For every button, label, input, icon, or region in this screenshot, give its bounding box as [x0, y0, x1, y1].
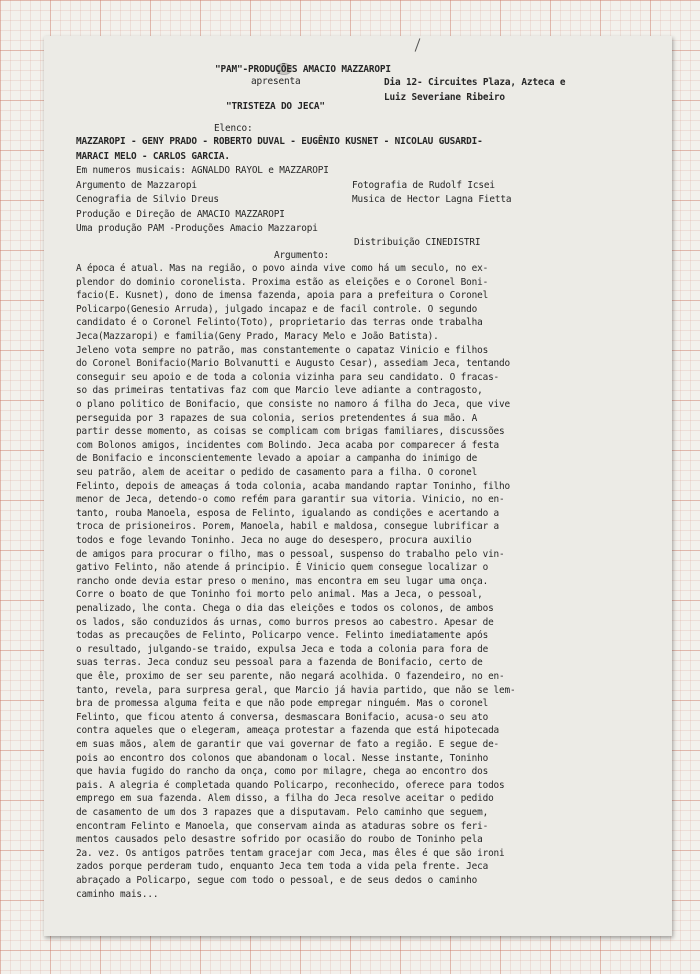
synopsis-line: seu patrão, alem de aceitar o pedido de casamento para a filha. O coronel [76, 467, 478, 478]
synopsis-line: A época é atual. Mas na região, o povo ainda vive como há um seculo, no ex- [76, 263, 489, 274]
synopsis-line: de casamento de um dos 3 rapazes que a disputavam. Pelo caminho que seguem, [76, 807, 489, 818]
synopsis-line: em suas mãos, alem de garantir que vai governar de fato a região. E segue de- [76, 739, 500, 750]
cast-line-1: MAZZAROPI - GENY PRADO - ROBERTO DUVAL - EUGÊNIO KUSNET - NICOLAU GUSARDI- [76, 136, 483, 147]
cast-label: Elenco: [214, 123, 253, 134]
synopsis-line: contra aqueles que o elegeram, ameaça protestar a fazenda que está hipotecada [76, 725, 500, 737]
synopsis-line: o plano politico de Bonifacio, que consiste no namoro á filha do Jeca, que vive [76, 399, 511, 410]
synopsis-line: bra de promessa alguma feita e que não pode empregar ninguém. Mas o coronel [76, 698, 489, 710]
synopsis-line: plendor do dominio coronelista. Proxima estão as eleições e o Coronel Boni- [76, 276, 489, 288]
synopsis-line: Jeleno vota sempre no patrão, mas constantemente o capataz Vinicio e filhos [76, 344, 489, 356]
synopsis-line: tanto, revela, para surpresa geral, que Marcio já havia partido, que não se lem- [76, 684, 516, 696]
synopsis-line: encontram Felinto e Manoela, que conservam ainda as ataduras sobre os feri- [76, 820, 489, 832]
credit-cenografia: Cenografia de Silvio Dreus [76, 194, 219, 205]
synopsis-line: facio(E. Kusnet), dono de imensa fazenda, apoia para a prefeitura o Coronel [76, 290, 489, 302]
credit-musica: Musica de Hector Lagna Fietta [352, 194, 512, 205]
synopsis-line: troca de prisioneiros. Porem, Manoela, habil e maldosa, consegue lubrificar a [76, 521, 500, 533]
synopsis-line: rancho onde devia estar preso o menino, mas encontra em seu lugar uma onça. [76, 575, 489, 587]
synopsis-line: todos e foge levando Toninho. Jeca no auge do desespero, procura auxilio [76, 535, 472, 546]
synopsis-line: tanto, rouba Manoela, esposa de Felinto, igualando as condições e acertando a [76, 507, 500, 519]
release-line-1: Dia 12- Circuites Plaza, Azteca e [384, 77, 566, 88]
synopsis-line: todas as precauções de Felinto, Policarpo vence. Felinto imediatamente após [76, 630, 489, 642]
credit-fotografia: Fotografia de Rudolf Icsei [352, 180, 495, 191]
credit-distribuicao: Distribuição CINEDISTRI [354, 237, 481, 248]
film-title: "TRISTEZA DO JECA" [226, 101, 325, 112]
synopsis-line: de amigos para procurar o filho, mas o pessoal, suspenso do trabalho pelo vin- [76, 548, 505, 560]
credit-producao: Produção e Direção de AMACIO MAZZAROPI [76, 209, 285, 220]
synopsis-line: mentos causados pelo desastre sofrido por ocasião do roubo de Toninho pela [76, 834, 483, 846]
synopsis-line: so das primeiras tentativas faz com que Marcio leve adiante a contragosto, [76, 385, 483, 397]
synopsis-line: do Coronel Bonifacio(Mario Bolvanutti e Augusto Cesar), assediam Jeca, tentando [76, 358, 511, 370]
synopsis-line: pais. A alegria é completada quando Policarpo, reconhecido, oferece para todos [76, 779, 505, 791]
synopsis-line: abraçado a Policarpo, segue com todo o pessoal, e de seus dedos o caminho [76, 875, 478, 886]
synopsis-line: os lados, são conduzidos ás urnas, como burros presos ao cabestro. Apesar de [76, 616, 494, 628]
credit-uma-producao: Uma produção PAM -Produções Amacio Mazzaropi [76, 223, 318, 234]
pen-mark [415, 38, 421, 51]
synopsis-line: caminho mais... [76, 888, 159, 900]
synopsis-heading: Argumento: [274, 250, 329, 261]
typewritten-page [44, 36, 672, 936]
synopsis-line: pois ao encontro dos colonos que abandonam o local. Nesse instante, Toninho [76, 752, 489, 764]
musical-numbers: Em numeros musicais: AGNALDO RAYOL e MAZZAROPI [76, 165, 329, 176]
synopsis-line: Felinto, depois de ameaças á toda colonia, acaba mandando raptar Toninho, filho [76, 480, 511, 492]
synopsis-line: Corre o boato de que Toninho foi morto pelo animal. Mas a Jeca, o pessoal, [76, 589, 483, 601]
synopsis-line: que havia fugido do rancho da onça, como por milagre, chega ao encontro dos [76, 766, 489, 778]
synopsis-line: menor de Jeca, detendo-o como refém para garantir sua vitoria. Vinicio, no en- [76, 494, 505, 506]
synopsis-line: gativo Felinto, não atende á principio. É Vinicio quem consegue localizar o [76, 562, 489, 574]
synopsis-line: zados porque perderam tudo, enquanto Jeca tem toda a vida pela frente. Jeca [76, 861, 489, 873]
synopsis-line: 2a. vez. Os antigos patrões tentam gracejar com Jeca, mas êles é que são ironi [76, 847, 505, 859]
synopsis-line: conseguir seu apoio e de toda a colonia vizinha para seu candidato. O fracas- [76, 371, 500, 383]
synopsis-line: Felinto, que ficou atento á conversa, desmascara Bonifacio, acusa-o seu ato [76, 711, 489, 723]
synopsis-line: perseguida por 3 rapazes de sua colonia, serios pretendentes á sua mão. A [76, 412, 478, 424]
synopsis-line: de Bonifacio e inconscientemente levado a apoiar a campanha do inimigo de [76, 453, 478, 465]
release-line-2: Luiz Severiane Ribeiro [384, 92, 505, 103]
synopsis-line: Policarpo(Genesio Arruda), julgado incapaz e de facil controle. O segundo [76, 303, 478, 315]
presents-label: apresenta [251, 76, 301, 87]
cast-line-2: MARACI MELO - CARLOS GARCIA. [76, 151, 230, 162]
synopsis-line: o resultado, julgando-se traido, expulsa Jeca e toda a colonia para fora de [76, 643, 489, 655]
synopsis-line: partir desse momento, as coisas se complicam com brigas familiares, discussões [76, 426, 505, 438]
synopsis-line: penalizado, lhe conta. Chega o dia das eleições e todos os colonos, de ambos [76, 603, 494, 614]
synopsis-line: candidato é o Coronel Felinto(Toto), proprietario das terras onde trabalha [76, 317, 483, 329]
synopsis-line: emprego em sua fazenda. Alem disso, a filha do Jeca resolve aceitar o pedido [76, 793, 494, 805]
synopsis-line: Jeca(Mazzaropi) e familia(Geny Prado, Maracy Melo e João Batista). [76, 331, 439, 342]
company-name: "PAM"-PRODUÇÕES AMACIO MAZZAROPI [215, 64, 391, 75]
synopsis-line: com Bolonos amigos, incidentes com Bolindo. Jeca acaba por comparecer á festa [76, 439, 500, 451]
credit-argumento: Argumento de Mazzaropi [76, 180, 197, 191]
synopsis-line: que êle, proximo de ser seu parente, não negará acolhida. O fazendeiro, no en- [76, 671, 505, 682]
synopsis-line: suas terras. Jeca conduz seu pessoal para a fazenda de Bonifacio, certo de [76, 657, 483, 669]
